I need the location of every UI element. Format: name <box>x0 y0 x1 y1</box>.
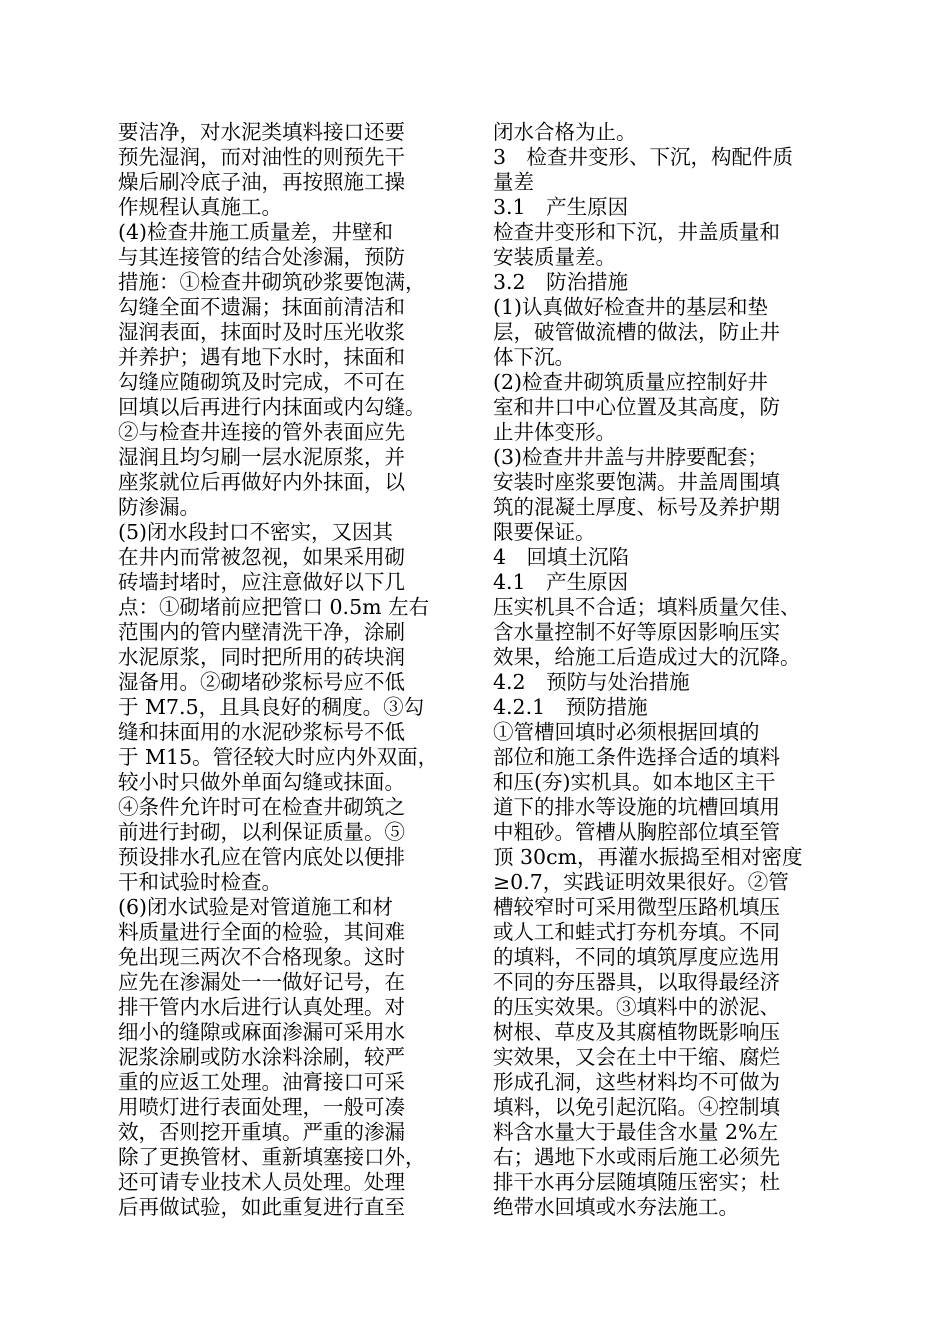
text-line: 压实机具不合适；填料质量欠佳、 <box>493 595 801 619</box>
text-line: 作规程认真施工。 <box>118 195 282 219</box>
text-line: 道下的排水等设施的坑槽回填用 <box>493 795 780 819</box>
text-line: (3)检查井井盖与井脖要配套； <box>493 445 769 469</box>
text-line: 回填以后再进行内抹面或内勾缝。 <box>118 395 426 419</box>
text-line: 并养护；遇有地下水时，抹面和 <box>118 345 405 369</box>
text-line: 效果，给施工后造成过大的沉降。 <box>493 645 801 669</box>
text-line: ④条件允许时可在检查井砌筑之 <box>118 795 405 819</box>
text-line: 应先在渗漏处一一做好记号，在 <box>118 970 405 994</box>
text-line: 用喷灯进行表面处理，一般可凑 <box>118 1095 405 1119</box>
text-line: 料质量进行全面的检验，其间难 <box>118 920 405 944</box>
text-line: 在井内而常被忽视，如果采用砌 <box>118 545 405 569</box>
text-line: 顶 30cm，再灌水振捣至相对密度 <box>493 845 803 869</box>
text-line: 后再做试验，如此重复进行直至 <box>118 1195 405 1219</box>
text-line: 座浆就位后再做好内外抹面，以 <box>118 470 405 494</box>
text-line: ≥0.7，实践证明效果很好。②管 <box>493 870 789 894</box>
text-line: 形成孔洞，这些材料均不可做为 <box>493 1070 780 1094</box>
text-line: 部位和施工条件选择合适的填料 <box>493 745 780 769</box>
text-line: 4.1 产生原因 <box>493 570 629 594</box>
text-line: 还可请专业技术人员处理。处理 <box>118 1170 405 1194</box>
text-line: 3 检查井变形、下沉，构配件质 <box>493 145 794 169</box>
text-line: 安装质量差。 <box>493 245 616 269</box>
text-line: 细小的缝隙或麻面渗漏可采用水 <box>118 1020 405 1044</box>
text-line: 4.2.1 预防措施 <box>493 695 648 719</box>
text-line: 止井体变形。 <box>493 420 616 444</box>
text-line: 和压(夯)实机具。如本地区主干 <box>493 770 776 794</box>
text-line: 3.1 产生原因 <box>493 195 629 219</box>
text-line: 室和井口中心位置及其高度，防 <box>493 395 780 419</box>
text-line: 于 M7.5，且具良好的稠度。③勾 <box>118 695 425 719</box>
left-text-column <box>118 120 490 1220</box>
text-line: 4.2 预防与处治措施 <box>493 670 690 694</box>
text-line: 预设排水孔应在管内底处以便排 <box>118 845 405 869</box>
text-line: 除了更换管材、重新填塞接口外， <box>118 1145 426 1169</box>
text-line: 前进行封砌，以利保证质量。⑤ <box>118 820 405 844</box>
text-line: 4 回填土沉陷 <box>493 545 630 569</box>
text-line: 湿备用。②砌堵砂浆标号应不低 <box>118 670 405 694</box>
text-line: 于 M15。管径较大时应内外双面， <box>118 745 439 769</box>
text-line: 的填料，不同的填筑厚度应选用 <box>493 945 780 969</box>
right-text-column <box>493 120 865 1220</box>
text-line: 干和试验时检查。 <box>118 870 282 894</box>
text-line: 水泥原浆，同时把所用的砖块润 <box>118 645 405 669</box>
text-line: 不同的夯压器具，以取得最经济 <box>493 970 780 994</box>
text-line: 限要保证。 <box>493 520 596 544</box>
text-line: 闭水合格为止。 <box>493 120 637 144</box>
text-line: (2)检查井砌筑质量应控制好井 <box>493 370 769 394</box>
text-line: 与其连接管的结合处渗漏，预防 <box>118 245 405 269</box>
text-line: 树根、草皮及其腐植物既影响压 <box>493 1020 780 1044</box>
text-line: 填料，以免引起沉陷。④控制填 <box>493 1095 780 1119</box>
text-line: ②与检查井连接的管外表面应先 <box>118 420 405 444</box>
text-line: 检查井变形和下沉，井盖质量和 <box>493 220 780 244</box>
text-line: 湿润且均匀刷一层水泥原浆，并 <box>118 445 405 469</box>
text-line: 要洁净，对水泥类填料接口还要 <box>118 120 405 144</box>
text-line: 湿润表面，抹面时及时压光收浆 <box>118 320 405 344</box>
text-line: 安装时座浆要饱满。井盖周围填 <box>493 470 780 494</box>
text-line: 勾缝应随砌筑及时完成，不可在 <box>118 370 405 394</box>
text-line: 3.2 防治措施 <box>493 270 629 294</box>
text-line: ①管槽回填时必须根据回填的 <box>493 720 760 744</box>
text-line: 燥后刷冷底子油，再按照施工操 <box>118 170 405 194</box>
text-line: 排干水再分层随填随压密实；杜 <box>493 1170 780 1194</box>
text-line: 槽较窄时可采用微型压路机填压 <box>493 895 780 919</box>
text-line: 预先湿润，而对油性的则预先干 <box>118 145 405 169</box>
text-line: 范围内的管内壁清洗干净，涂刷 <box>118 620 405 644</box>
text-line: 右；遇地下水或雨后施工必须先 <box>493 1145 780 1169</box>
text-line: 体下沉。 <box>493 345 575 369</box>
text-line: 层，破管做流槽的做法，防止井 <box>493 320 780 344</box>
text-line: 重的应返工处理。油膏接口可采 <box>118 1070 405 1094</box>
text-line: 砖墙封堵时，应注意做好以下几 <box>118 570 405 594</box>
text-line: 的压实效果。③填料中的淤泥、 <box>493 995 780 1019</box>
text-line: (1)认真做好检查井的基层和垫 <box>493 295 769 319</box>
text-line: 实效果，又会在土中干缩、腐烂 <box>493 1045 780 1069</box>
text-line: 料含水量大于最佳含水量 2%左 <box>493 1120 779 1144</box>
text-line: 措施：①检查井砌筑砂浆要饱满， <box>118 270 426 294</box>
text-line: 免出现三两次不合格现象。这时 <box>118 945 405 969</box>
text-line: 泥浆涂刷或防水涂料涂刷，较严 <box>118 1045 405 1069</box>
text-line: 筑的混凝土厚度、标号及养护期 <box>493 495 780 519</box>
text-line: (4)检查井施工质量差，井壁和 <box>118 220 394 244</box>
text-line: 绝带水回填或水夯法施工。 <box>493 1195 739 1219</box>
text-line: 排干管内水后进行认真处理。对 <box>118 995 405 1019</box>
text-line: 防渗漏。 <box>118 495 200 519</box>
text-line: 效，否则挖开重填。严重的渗漏 <box>118 1120 405 1144</box>
text-line: 含水量控制不好等原因影响压实 <box>493 620 780 644</box>
text-line: 缝和抹面用的水泥砂浆标号不低 <box>118 720 405 744</box>
text-line: (6)闭水试验是对管道施工和材 <box>118 895 394 919</box>
text-line: (5)闭水段封口不密实，又因其 <box>118 520 394 544</box>
text-line: 点：①砌堵前应把管口 0.5m 左右 <box>118 595 430 619</box>
text-line: 勾缝全面不遗漏；抹面前清洁和 <box>118 295 405 319</box>
text-line: 或人工和蛙式打夯机夯填。不同 <box>493 920 780 944</box>
text-line: 较小时只做外单面勾缝或抹面。 <box>118 770 405 794</box>
text-line: 中粗砂。管槽从胸腔部位填至管 <box>493 820 780 844</box>
text-line: 量差 <box>493 170 534 194</box>
